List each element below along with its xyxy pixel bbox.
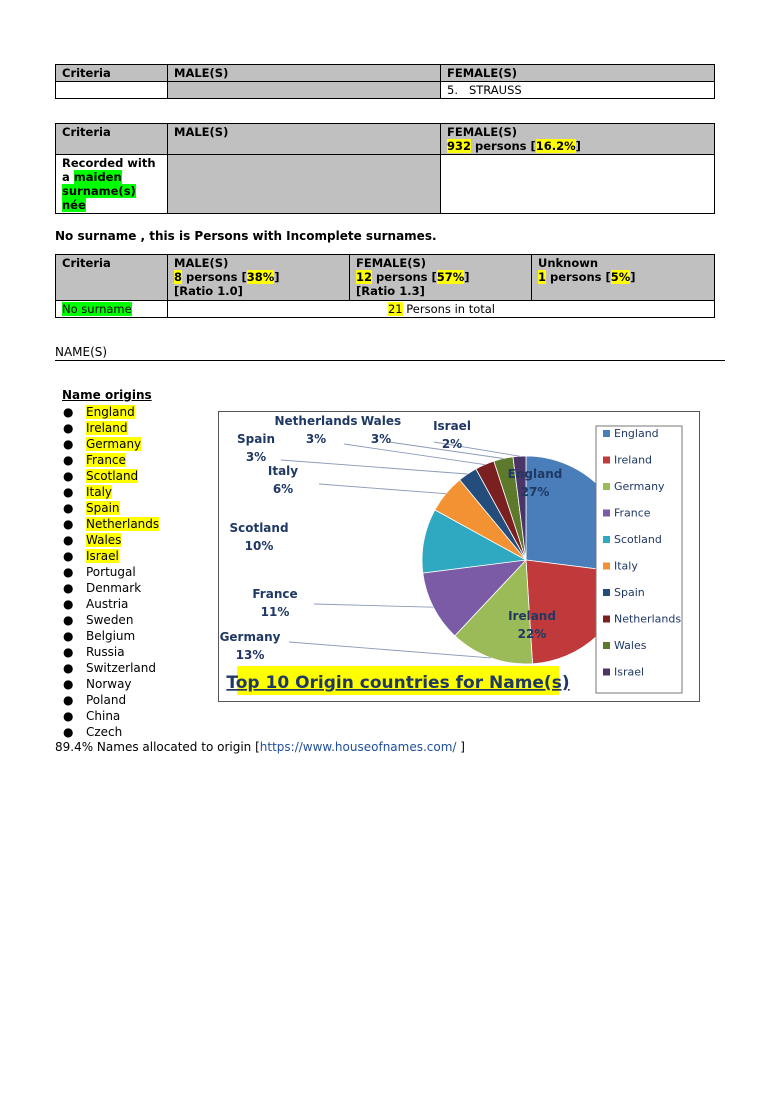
leader-line (289, 642, 491, 658)
leader-line (314, 604, 433, 607)
origin-name: Czech (86, 725, 123, 739)
origin-item (62, 612, 159, 628)
slice-label-value: 3% (370, 432, 392, 446)
legend-entry: Israel (614, 665, 645, 679)
slice-label-name: Scotland (229, 521, 289, 535)
female-cell: 5. STRAUSS (441, 82, 715, 99)
houseofnames-link[interactable]: https://www.houseofnames.com/ (259, 740, 457, 754)
legend-entry: England (614, 427, 659, 440)
legend-swatch (603, 669, 610, 676)
slice-label-name: France (252, 587, 298, 601)
origin-item (62, 420, 159, 436)
origin-name: Israel (86, 549, 119, 563)
legend-swatch (603, 457, 610, 464)
male-header (168, 255, 350, 301)
legend-entry: Germany (614, 480, 665, 493)
legend-entry: Spain (614, 586, 645, 599)
origin-name: Switzerland (86, 661, 156, 675)
criteria-cell (56, 82, 168, 99)
no-surname-label-cell (56, 301, 168, 318)
bullet-icon: ● (63, 485, 74, 499)
slice-label-name: Germany (219, 630, 281, 644)
legend-swatch (603, 536, 610, 543)
slice-label-value: 3% (305, 432, 327, 446)
origin-name: Belgium (86, 629, 136, 643)
leader-line (319, 484, 446, 494)
origin-item (62, 660, 159, 676)
male-cell (168, 82, 441, 99)
slice-label-value: 6% (272, 482, 294, 496)
slice-label-value: 22% (517, 627, 547, 641)
bullet-icon: ● (63, 677, 74, 691)
female-count: 932 (447, 139, 472, 153)
male-ratio: [Ratio 1.0] (174, 284, 243, 298)
total-suffix: Persons in total (402, 302, 496, 316)
bullet-icon: ● (63, 565, 74, 579)
origin-item (62, 404, 159, 420)
bullet-icon: ● (63, 613, 74, 627)
female-percent: 16.2% (535, 139, 576, 153)
bullet-icon: ● (63, 437, 74, 451)
leader-line (281, 460, 468, 474)
criteria-maiden (56, 155, 168, 214)
origin-name: Denmark (86, 581, 142, 595)
slice-label-name: Israel (433, 419, 471, 433)
origin-footer (55, 740, 465, 754)
table-no-surname (55, 254, 715, 318)
legend-entry: Wales (614, 639, 647, 652)
legend-swatch (603, 483, 610, 490)
legend-swatch (603, 430, 610, 437)
slice-label-name: Netherlands (274, 414, 358, 428)
origin-name: Sweden (86, 613, 134, 627)
female-title: FEMALE(S) (356, 256, 427, 270)
origin-item (62, 580, 159, 596)
origin-name: Russia (86, 645, 125, 659)
male-header: MALE(S) (168, 65, 441, 82)
slice-label-value: 2% (441, 437, 463, 451)
origin-item (62, 676, 159, 692)
origin-name: Portugal (86, 565, 136, 579)
unknown-header (532, 255, 715, 301)
slice-label-value: 13% (235, 648, 265, 662)
female-header (441, 124, 715, 155)
origin-item (62, 500, 159, 516)
no-surname-label: No surname (62, 302, 132, 316)
origin-item (62, 596, 159, 612)
pie-chart (219, 412, 699, 701)
slice-label-name: England (507, 467, 563, 481)
origin-name: Poland (86, 693, 127, 707)
total-count: 21 (387, 302, 403, 316)
legend-entry: Netherlands (614, 612, 682, 626)
male-header: MALE(S) (168, 124, 441, 155)
female-percent: 57% (436, 270, 465, 284)
slice-label-value: 10% (244, 539, 274, 553)
male-title: MALE(S) (174, 256, 229, 270)
origin-name: China (86, 709, 121, 723)
female-count-suffix: persons [ (471, 139, 536, 153)
slice-label-name: Ireland (508, 609, 556, 623)
origin-name: Germany (86, 437, 142, 451)
criteria-header: Criteria (56, 124, 168, 155)
criteria-header: Criteria (56, 65, 168, 82)
unknown-persons: persons [ (546, 270, 611, 284)
origin-item (62, 692, 159, 708)
female-ratio: [Ratio 1.3] (356, 284, 425, 298)
origin-item (62, 628, 159, 644)
origin-item (62, 452, 159, 468)
bullet-icon: ● (63, 517, 74, 531)
section-divider (55, 360, 725, 361)
origin-name: Scotland (86, 469, 139, 483)
male-count: 8 (174, 270, 183, 284)
table-maiden-surname (55, 123, 715, 214)
legend-entry: France (614, 506, 651, 520)
male-close: ] (274, 270, 280, 284)
origin-item (62, 468, 159, 484)
footer-close: ] (456, 740, 465, 754)
origin-item (62, 516, 159, 532)
slice-label-value: 3% (245, 450, 267, 464)
female-close: ] (464, 270, 470, 284)
unknown-count: 1 (538, 270, 547, 284)
bullet-icon: ● (63, 501, 74, 515)
bullet-icon: ● (63, 693, 74, 707)
origins-list (62, 404, 159, 740)
unknown-close: ] (630, 270, 636, 284)
criteria-header: Criteria (56, 255, 168, 301)
slice-label-name: Italy (267, 464, 299, 478)
origins-heading: Name origins (62, 388, 152, 402)
male-percent: 38% (246, 270, 275, 284)
criteria-maiden-highlight: maiden surname(s) née (62, 170, 136, 212)
origin-name: France (86, 453, 126, 467)
male-cell (168, 155, 441, 214)
female-title: FEMALE(S) (447, 125, 518, 139)
slice-label-name: Spain (237, 432, 275, 446)
origin-name: Spain (86, 501, 120, 515)
bullet-icon: ● (63, 453, 74, 467)
no-surname-note: No surname , this is Persons with Incomplete surnames. (55, 229, 437, 243)
female-header: FEMALE(S) (441, 65, 715, 82)
footer-text: 89.4% Names allocated to origin [ (55, 740, 260, 754)
slice-label-value: 27% (520, 485, 550, 499)
legend-entry: Italy (614, 559, 638, 573)
bullet-icon: ● (63, 709, 74, 723)
bullet-icon: ● (63, 597, 74, 611)
bullet-icon: ● (63, 421, 74, 435)
origin-item (62, 548, 159, 564)
legend-swatch (603, 589, 610, 596)
origin-name: Italy (86, 485, 113, 499)
legend-entry: Ireland (614, 453, 653, 467)
female-close: ] (575, 139, 581, 153)
legend-swatch (603, 642, 610, 649)
bullet-icon: ● (63, 661, 74, 675)
female-persons: persons [ (372, 270, 437, 284)
unknown-percent: 5% (610, 270, 631, 284)
section-title: NAME(S) (55, 345, 108, 359)
female-cell (441, 155, 715, 214)
legend-entry: Scotland (614, 533, 662, 546)
bullet-icon: ● (63, 533, 74, 547)
origin-name: Wales (86, 533, 122, 547)
female-count: 12 (356, 270, 373, 284)
legend-swatch (603, 563, 610, 570)
female-header (350, 255, 532, 301)
origin-item (62, 644, 159, 660)
legend-swatch (603, 510, 610, 517)
origin-name: England (86, 405, 135, 419)
origin-item (62, 436, 159, 452)
slice-label-name: Wales (360, 414, 402, 428)
unknown-title: Unknown (538, 256, 599, 270)
origin-item (62, 564, 159, 580)
bullet-icon: ● (63, 549, 74, 563)
total-cell (168, 301, 715, 318)
origin-name: Norway (86, 677, 132, 691)
criteria-maiden-text: Recorded with a (62, 156, 156, 184)
bullet-icon: ● (63, 469, 74, 483)
origin-chart (218, 411, 700, 702)
bullet-icon: ● (63, 645, 74, 659)
slice-label-value: 11% (260, 605, 290, 619)
legend-swatch (603, 616, 610, 623)
origin-item (62, 724, 159, 740)
origin-item (62, 484, 159, 500)
bullet-icon: ● (63, 581, 74, 595)
origin-item (62, 708, 159, 724)
origin-item (62, 532, 159, 548)
male-persons: persons [ (182, 270, 247, 284)
bullet-icon: ● (63, 405, 74, 419)
origin-name: Netherlands (86, 517, 160, 531)
origin-name: Austria (86, 597, 129, 611)
bullet-icon: ● (63, 629, 74, 643)
chart-title: Top 10 Origin countries for Name(s) (226, 673, 570, 693)
table-strauss (55, 64, 715, 99)
bullet-icon: ● (63, 725, 74, 739)
origin-name: Ireland (86, 421, 128, 435)
